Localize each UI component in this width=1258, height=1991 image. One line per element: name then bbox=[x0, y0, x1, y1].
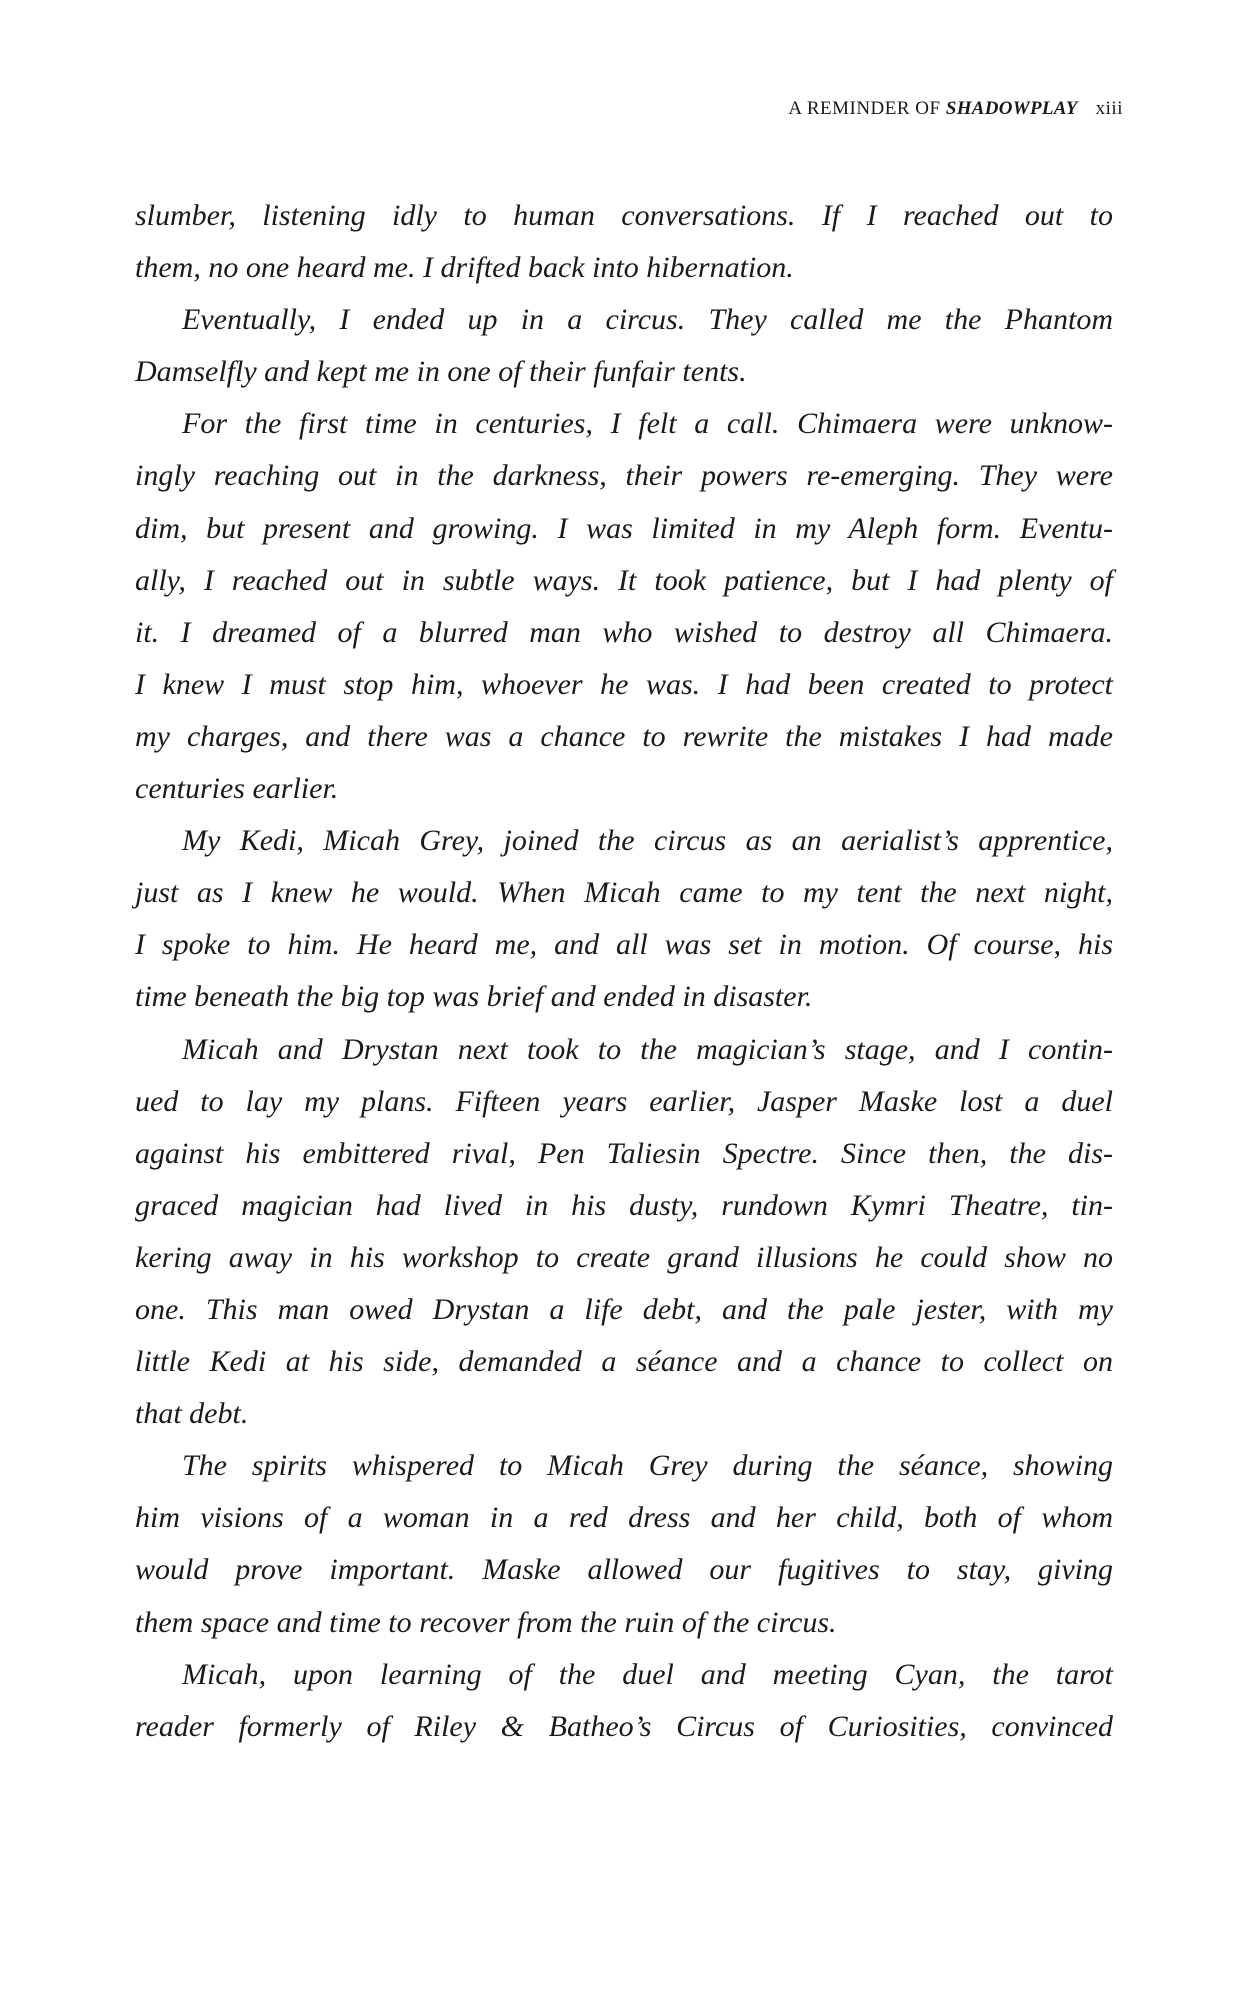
text-line: ingly reaching out in the darkness, their powers re-emerging. They were bbox=[135, 459, 1113, 493]
text-line: them, no one heard me. I drifted back into hibernation. bbox=[135, 251, 794, 285]
text-line: him visions of a woman in a red dress and her child, both of whom bbox=[135, 1501, 1113, 1535]
text-line: My Kedi, Micah Grey, joined the circus as an aerialist’s apprentice, bbox=[182, 824, 1113, 858]
text-line: would prove important. Maske allowed our fugitives to stay, giving bbox=[135, 1553, 1113, 1587]
text-line: kering away in his workshop to create grand illusions he could show no bbox=[135, 1240, 1113, 1274]
text-line: I knew I must stop him, whoever he was. I had been created to protect bbox=[135, 667, 1113, 701]
text-line: ally, I reached out in subtle ways. It took patience, but I had plenty of bbox=[135, 563, 1113, 597]
text-line: Micah and Drystan next took to the magician’s stage, and I contin- bbox=[182, 1032, 1113, 1066]
running-head-title bbox=[788, 98, 1077, 119]
text-line: them space and time to recover from the ruin of the circus. bbox=[135, 1605, 837, 1639]
text-line: ued to lay my plans. Fifteen years earlier, Jasper Maske lost a duel bbox=[135, 1084, 1113, 1118]
text-line: dim, but present and growing. I was limited in my Aleph form. Eventu- bbox=[135, 511, 1113, 545]
text-line: Micah, upon learning of the duel and meeting Cyan, the tarot bbox=[182, 1657, 1113, 1691]
text-line: Eventually, I ended up in a circus. They called me the Phantom bbox=[182, 303, 1113, 337]
text-line: one. This man owed Drystan a life debt, and the pale jester, with my bbox=[135, 1292, 1113, 1326]
page-number: xiii bbox=[1095, 98, 1123, 119]
text-line: I spoke to him. He heard me, and all was set in motion. Of course, his bbox=[135, 928, 1113, 962]
text-line: graced magician had lived in his dusty, rundown Kymri Theatre, tin- bbox=[135, 1188, 1113, 1222]
text-line: little Kedi at his side, demanded a séance and a chance to collect on bbox=[135, 1345, 1113, 1379]
text-line: For the first time in centuries, I felt a call. Chimaera were unknow- bbox=[182, 407, 1113, 441]
text-line: slumber, listening idly to human conversations. If I reached out to bbox=[135, 199, 1113, 232]
text-line: reader formerly of Riley & Batheo’s Circus of Curiosities, convinced bbox=[135, 1709, 1113, 1743]
text-line: The spirits whispered to Micah Grey during the séance, showing bbox=[182, 1449, 1113, 1483]
text-line: centuries earlier. bbox=[135, 772, 339, 806]
running-head-book-title: SHADOWPLAY bbox=[945, 98, 1078, 119]
text-line: that debt. bbox=[135, 1397, 249, 1431]
text-line: time beneath the big top was brief and ended in disaster. bbox=[135, 980, 813, 1014]
text-line: Damselfly and kept me in one of their funfair tents. bbox=[135, 355, 747, 389]
body-text bbox=[135, 190, 1113, 1753]
running-head bbox=[788, 98, 1123, 120]
text-line: just as I knew he would. When Micah came to my tent the next night, bbox=[135, 876, 1113, 910]
text-line: my charges, and there was a chance to rewrite the mistakes I had made bbox=[135, 719, 1113, 753]
text-line: against his embittered rival, Pen Taliesin Spectre. Since then, the dis- bbox=[135, 1136, 1113, 1170]
running-head-prefix: A REMINDER OF bbox=[788, 98, 946, 119]
text-line: it. I dreamed of a blurred man who wished to destroy all Chimaera. bbox=[135, 615, 1113, 649]
